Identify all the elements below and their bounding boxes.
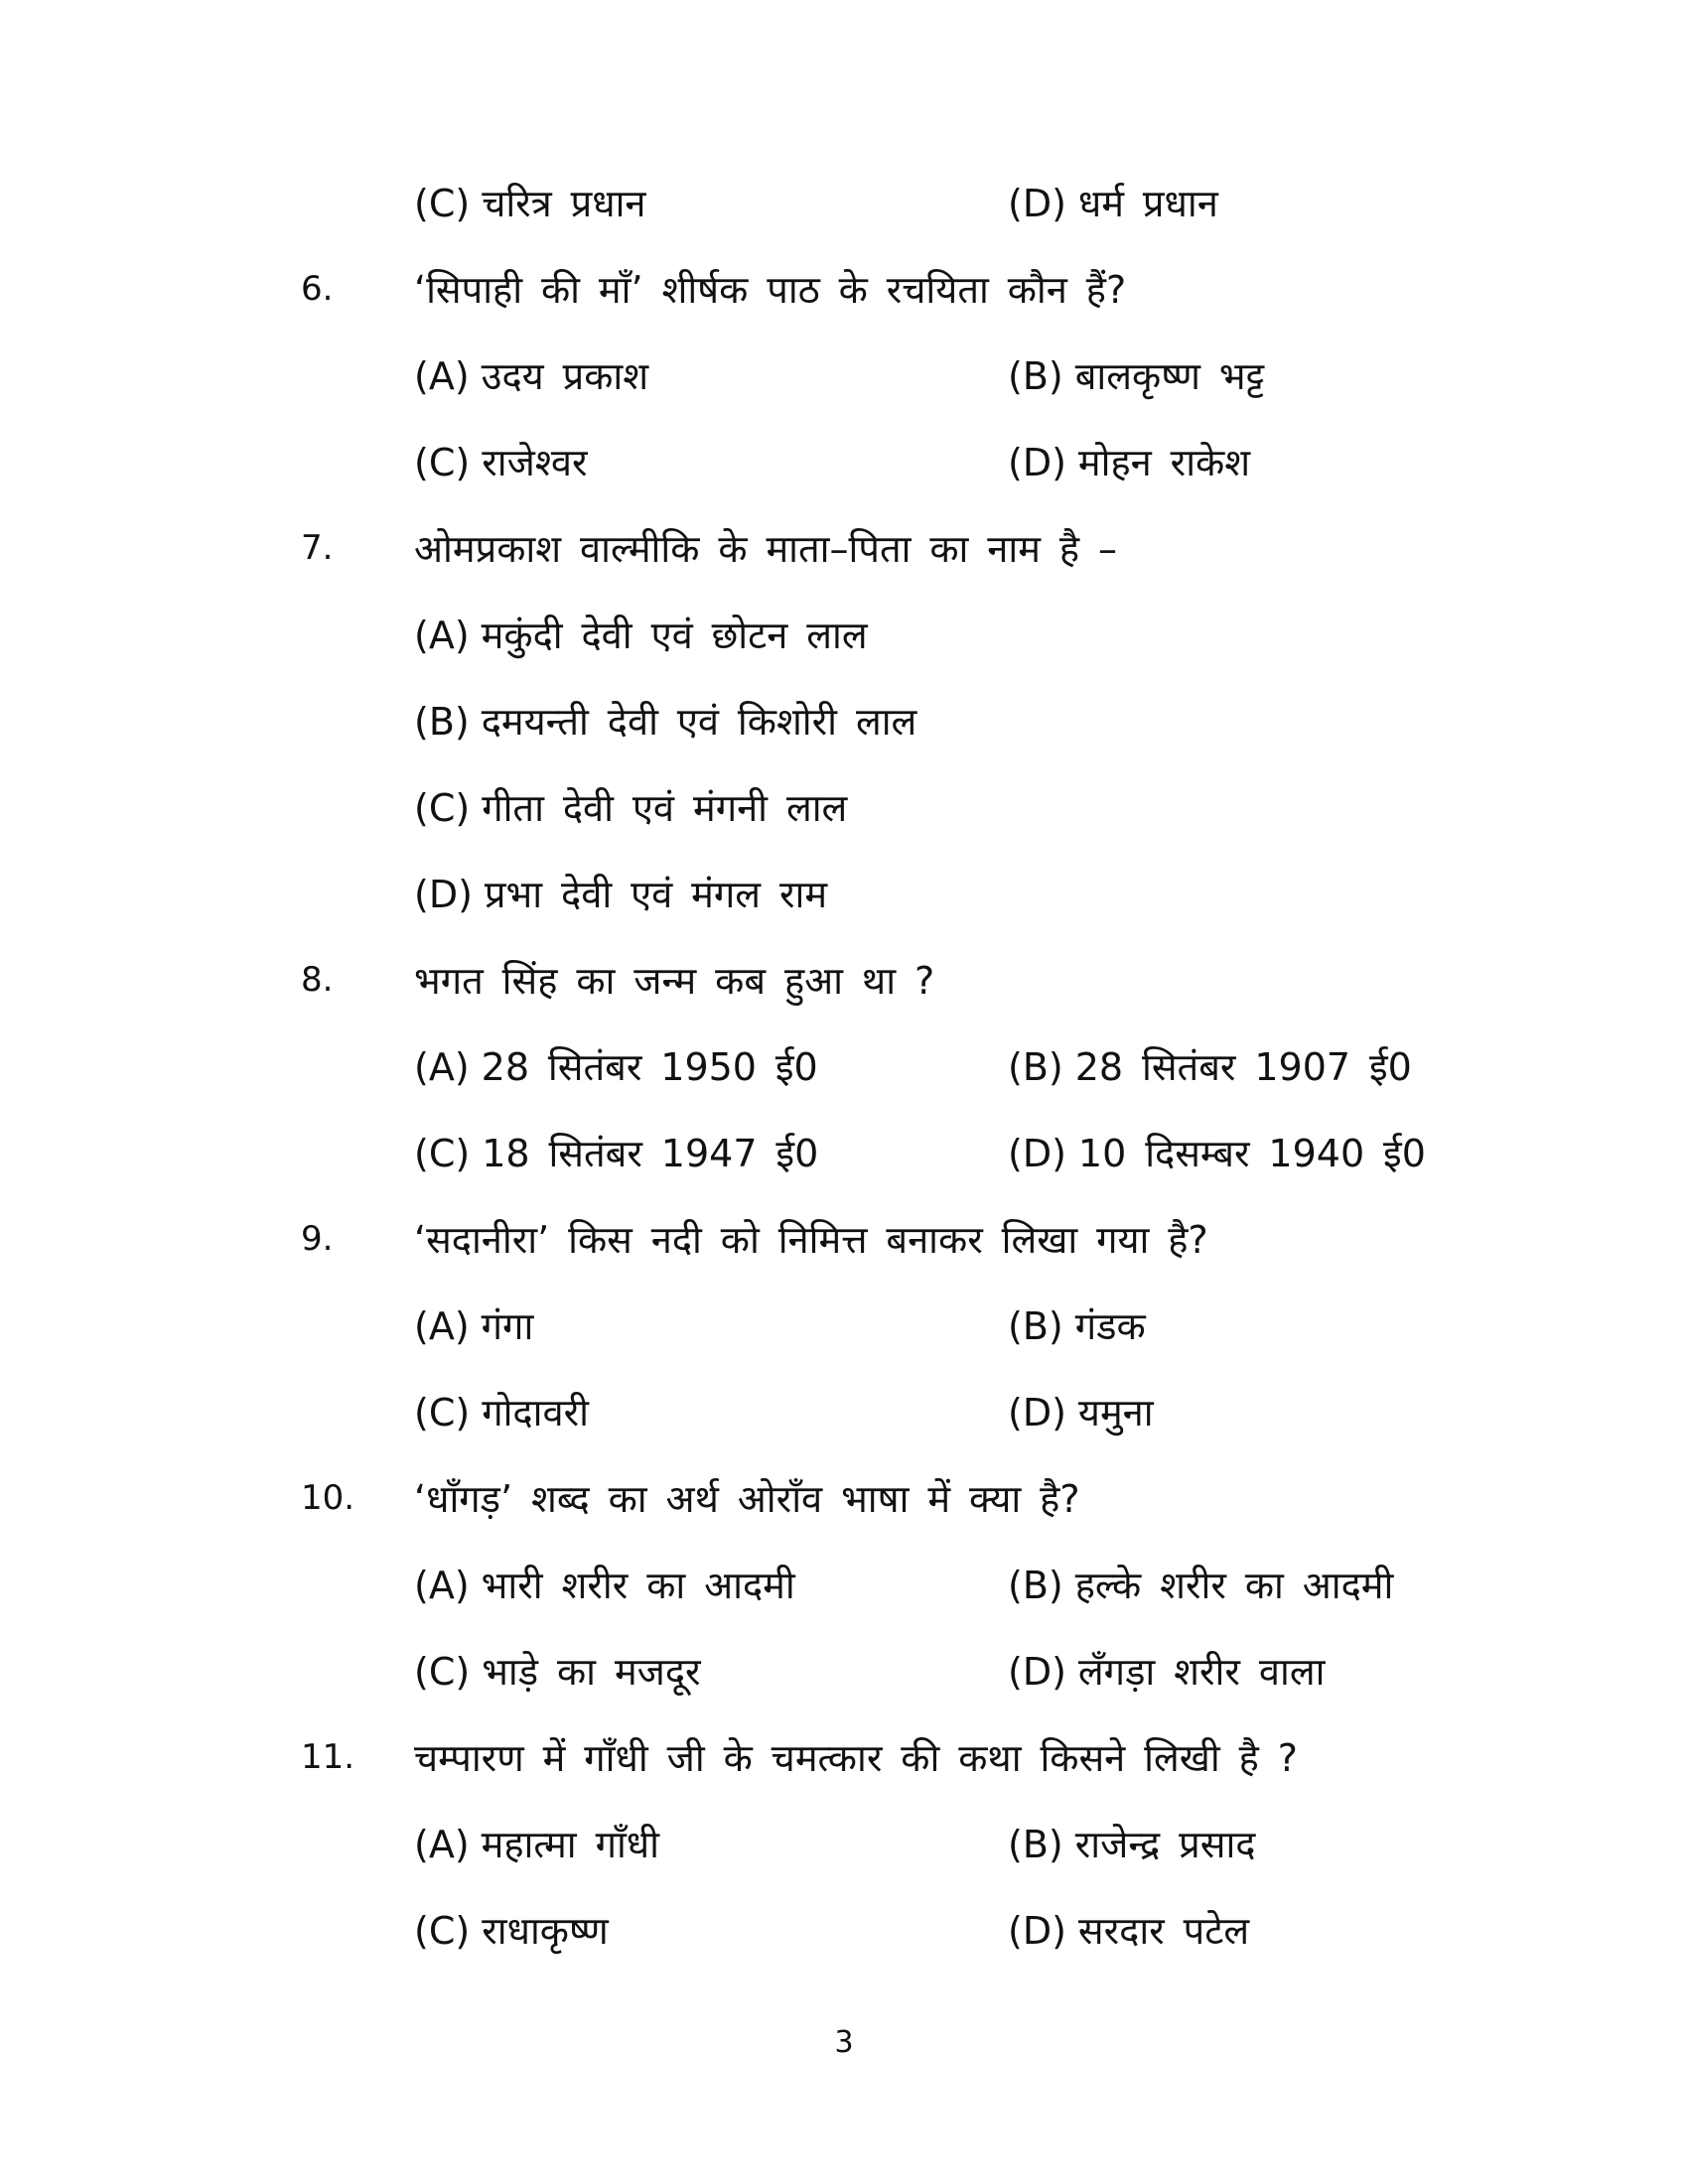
question-9 [0,1195,1688,1282]
question-9-options-ab [0,1282,1688,1368]
option-text: बालकृष्ण भट्ट [1074,353,1265,398]
option-label: (B) [1008,1044,1063,1089]
option-label: (D) [1008,1908,1066,1953]
option-label: (B) [1008,1303,1063,1348]
option-label: (D) [414,872,473,916]
option [1008,1904,1249,1956]
option-text: धर्म प्रधान [1077,181,1218,225]
question-11-options-ab [0,1800,1688,1886]
option [414,1040,1008,1092]
option [414,1299,1008,1351]
option [414,1386,1008,1437]
question-6-options-cd [0,418,1688,504]
question-10-options-ab [0,1541,1688,1627]
option-text: हल्के शरीर का आदमी [1074,1563,1394,1607]
option-label: (D) [1008,181,1066,225]
option-label: (A) [414,1303,470,1348]
option [1008,436,1250,487]
option-text: मोहन राकेश [1077,440,1251,484]
question-6 [0,245,1688,332]
option-text: राजेन्द्र प्रसाद [1074,1822,1256,1866]
question-11-options-cd [0,1886,1688,1973]
option [414,868,827,919]
question-text: ओमप्रकाश वाल्मीकि के माता–पिता का नाम है – [414,526,1117,571]
question-number: 9. [301,1218,334,1259]
question-8-options-ab [0,1023,1688,1109]
option-label: (C) [414,1908,471,1953]
option [414,349,1008,401]
option-label: (A) [414,1822,470,1866]
option [1008,349,1264,401]
option-text: प्रभा देवी एवं मंगल राम [484,872,828,916]
page-number: 3 [834,2025,854,2060]
question-text: चम्पारण में गाँधी जी के चमत्कार की कथा किसने लिखी है ? [414,1735,1298,1780]
question-paper-page [0,159,1688,1973]
question-number: 8. [301,959,334,1000]
option-text: भाड़े का मजदूर [482,1649,701,1694]
option [414,177,1008,228]
option-label: (A) [414,613,470,657]
option-text: राजेश्वर [482,440,588,484]
option-text: 18 सितंबर 1947 ई0 [482,1131,819,1175]
question-8 [0,936,1688,1023]
option [1008,1386,1154,1437]
option-label: (D) [1008,440,1066,484]
question-7 [0,504,1688,591]
option [414,1904,1008,1956]
option-text: भारी शरीर का आदमी [481,1563,795,1607]
question-number: 7. [301,527,334,568]
option-label: (B) [414,699,470,744]
option [1008,177,1218,228]
question-10-options-cd [0,1627,1688,1713]
option-label: (D) [1008,1131,1066,1175]
option [414,436,1008,487]
option [1008,1127,1426,1178]
option-text: गंडक [1074,1303,1146,1348]
question-7-option-b [0,677,1688,763]
question-text: ‘सदानीरा’ किस नदी को निमित्त बनाकर लिखा गया है? [414,1217,1208,1262]
question-text: ‘धाँगड़’ शब्द का अर्थ ओराँव भाषा में क्या है? [414,1476,1080,1521]
option-text: मकुंदी देवी एवं छोटन लाल [481,613,868,657]
question-9-options-cd [0,1368,1688,1454]
question-11 [0,1713,1688,1800]
option-text: गीता देवी एवं मंगनी लाल [482,785,848,830]
option [1008,1645,1325,1697]
question-8-options-cd [0,1109,1688,1195]
option [1008,1559,1393,1610]
option-text: उदय प्रकाश [481,353,649,398]
option-label: (C) [414,181,471,225]
option-label: (C) [414,1131,471,1175]
question-number: 10. [301,1477,355,1518]
question-number: 11. [301,1736,355,1777]
option [1008,1040,1412,1092]
question-10 [0,1454,1688,1541]
option-text: चरित्र प्रधान [482,181,646,225]
option-text: सरदार पटेल [1077,1908,1250,1953]
option [414,1559,1008,1610]
option [1008,1818,1255,1869]
question-text: भगत सिंह का जन्म कब हुआ था ? [414,958,935,1003]
question-5-options-cd [0,159,1688,245]
option-label: (C) [414,1390,471,1434]
option-label: (A) [414,353,470,398]
option [414,781,847,833]
option-text: लँगड़ा शरीर वाला [1077,1649,1326,1694]
option [1008,1299,1146,1351]
option-label: (B) [1008,1563,1063,1607]
question-6-options-ab [0,332,1688,418]
option [414,609,868,660]
option-text: गोदावरी [482,1390,589,1434]
option-label: (D) [1008,1649,1066,1694]
option-text: 28 सितंबर 1907 ई0 [1074,1044,1412,1089]
option-text: गंगा [481,1303,534,1348]
question-text: ‘सिपाही की माँ’ शीर्षक पाठ के रचयिता कौन हैं? [414,267,1127,312]
option-label: (C) [414,1649,471,1694]
option-label: (A) [414,1563,470,1607]
option-text: 10 दिसम्बर 1940 ई0 [1077,1131,1426,1175]
question-7-option-a [0,591,1688,677]
option-label: (D) [1008,1390,1066,1434]
option-text: महात्मा गाँधी [481,1822,660,1866]
option-label: (B) [1008,1822,1063,1866]
option-text: 28 सितंबर 1950 ई0 [481,1044,818,1089]
option-label: (C) [414,440,471,484]
option [414,695,916,747]
question-7-option-d [0,850,1688,936]
option-text: राधाकृष्ण [482,1908,609,1953]
option [414,1645,1008,1697]
option-label: (C) [414,785,471,830]
option-text: दमयन्ती देवी एवं किशोरी लाल [481,699,917,744]
option [414,1127,1008,1178]
question-number: 6. [301,268,334,309]
question-7-option-c [0,763,1688,850]
option-label: (A) [414,1044,470,1089]
option [414,1818,1008,1869]
option-text: यमुना [1077,1390,1154,1434]
option-label: (B) [1008,353,1063,398]
